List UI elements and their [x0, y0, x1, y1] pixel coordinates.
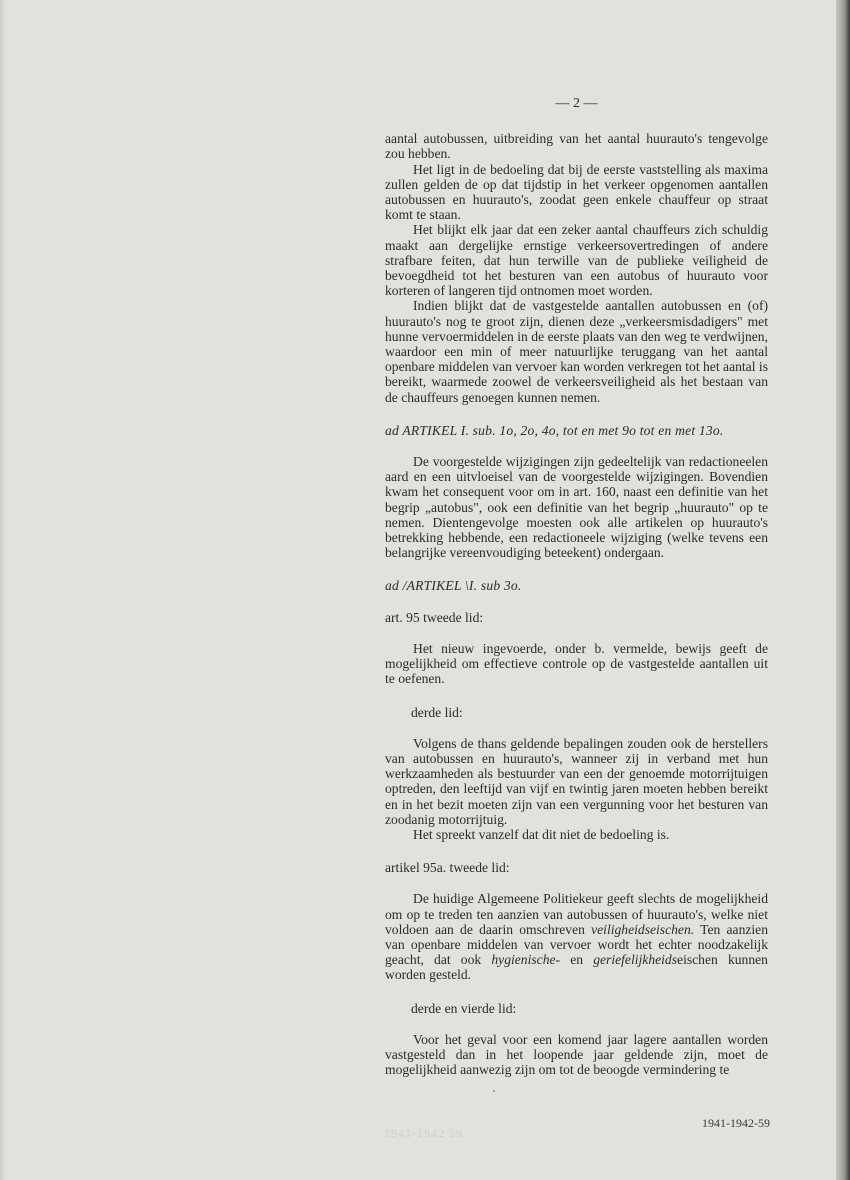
paragraph-art-95-tweede-lid: Het nieuw ingevoerde, onder b. vermelde, bewijs geeft de mogelijkheid om effectieve controle op de vastgestelde aantallen uit te oefenen.	[385, 640, 768, 687]
label-art-95-tweede-lid: art. 95 tweede lid:	[385, 609, 484, 625]
label-artikel-95a-tweede-lid: artikel 95a. tweede lid:	[385, 860, 510, 876]
italic-geriefelijkheids: geriefelijkheids	[593, 952, 678, 968]
paragraph-maxima: Het ligt in de bedoeling dat bij de eerste vaststelling als maxima zullen gelden de op dat tijdstip in het verkeer opgenomen aantallen autobussen en huurauto's, zoodat geen enkele chauffeur op straat komt te staan.	[385, 161, 768, 223]
italic-hygienische: hygienische-	[491, 952, 561, 968]
document-reference-number: 1941-1942-59	[702, 1116, 770, 1130]
paragraph-continued: aantal autobussen, uitbreiding van het aantal huurauto's tengevolge zou hebben.	[385, 131, 768, 162]
paragraph-chauffeurs: Het blijkt elk jaar dat een zeker aantal chauffeurs zich schuldig maakt aan dergelijke ernstige verkeersovertredingen of andere strafbare feiten, dat hun terwille van de publieke veiligheid de bevoegdheid tot het besturen van een autobus of huurauto voor korteren of langeren tijd ontnomen moet worden.	[385, 222, 768, 299]
document-body	[385, 96, 768, 1077]
text-run: eischen kunnen worden gesteld.	[385, 952, 768, 983]
paper-speck	[493, 1090, 495, 1092]
section-heading-artikel-1: ad ARTIKEL I. sub. 1o, 2o, 4o, tot en met 9o tot en met 13o.	[385, 422, 724, 438]
text-run: en	[560, 952, 594, 968]
text-run: Ten aanzien van openbare middelen van vervoer wordt het echter noodzakelijk geacht, dat ook	[385, 921, 769, 968]
label-derde-en-vierde-lid: derde en vierde lid:	[411, 1000, 517, 1016]
paragraph-art-95-derde-lid-closing: Het spreekt vanzelf dat dit niet de bedoeling is.	[413, 826, 670, 842]
paragraph-artikel-95a	[385, 891, 768, 982]
page-left-shadow	[0, 0, 6, 1180]
page-number: — 2 —	[555, 96, 598, 111]
italic-veiligheidseischen: veiligheidseischen.	[591, 921, 695, 937]
paragraph-artikel-1: De voorgestelde wijzigingen zijn gedeeltelijk van redactioneelen aard en een uitvloeisel van de voorgestelde wijzigingen. Bovendien kwam het consequent voor om in art. 160, naast een definitie van het begrip „autobus", ook een definitie van het begrip „huurauto" op te nemen. Dientengevolge moesten ook alle artikelen op huurauto's betrekking hebbende, een redactioneele wijziging (welke tevens een belangrijke vereenvoudiging beteekent) ondergaan.	[385, 454, 768, 561]
text-run: De huidige Algemeene Politiekeur geeft slechts de mogelijkheid om op te treden ten aanzien van autobussen of huurauto's, welke niet voldoen aan de daarin omschreven	[385, 891, 768, 937]
section-heading-artikel-1-sub-3: ad /ARTIKEL \I. sub 3o.	[385, 578, 522, 594]
paragraph-art-95-derde-lid: Volgens de thans geldende bepalingen zouden ook de herstellers van autobussen en huurauto's, wanneer zij in verband met hun werkzaamheden als bestuurder van een der genoemde motorrijtuigen optreden, den leeftijd van vijf en twintig jaren moeten hebben bereikt en in het bezit moeten zijn van een vergunning voor het besturen van zoodanig motorrijtuig.	[385, 735, 768, 827]
paragraph-verkeersmisdadigers: Indien blijkt dat de vastgestelde aantallen autobussen en (of) huurauto's nog te groot zijn, dienen deze „verkeersmisdadigers" met hunne vervoermiddelen in de eerste plaats van den weg te verdwijnen, waardoor een min of meer natuurlijke teruggang van het aantal openbare middelen van vervoer kan worden verkregen tot het aantal is bereikt, waarmede zoowel de verkeersveiligheid als het bestaan van de chauffeurs genoegen kunnen nemen.	[385, 298, 768, 405]
paragraph-derde-en-vierde-lid: Voor het geval voor een komend jaar lagere aantallen worden vastgesteld dan in het loopende jaar geldende zijn, moet de mogelijkheid aanwezig zijn om tot de beoogde vermindering te	[385, 1031, 768, 1078]
page-edge-shadow	[836, 0, 850, 1180]
faint-show-through-text: 1941-1942 59.	[384, 1126, 467, 1140]
label-derde-lid: derde lid:	[411, 704, 463, 720]
